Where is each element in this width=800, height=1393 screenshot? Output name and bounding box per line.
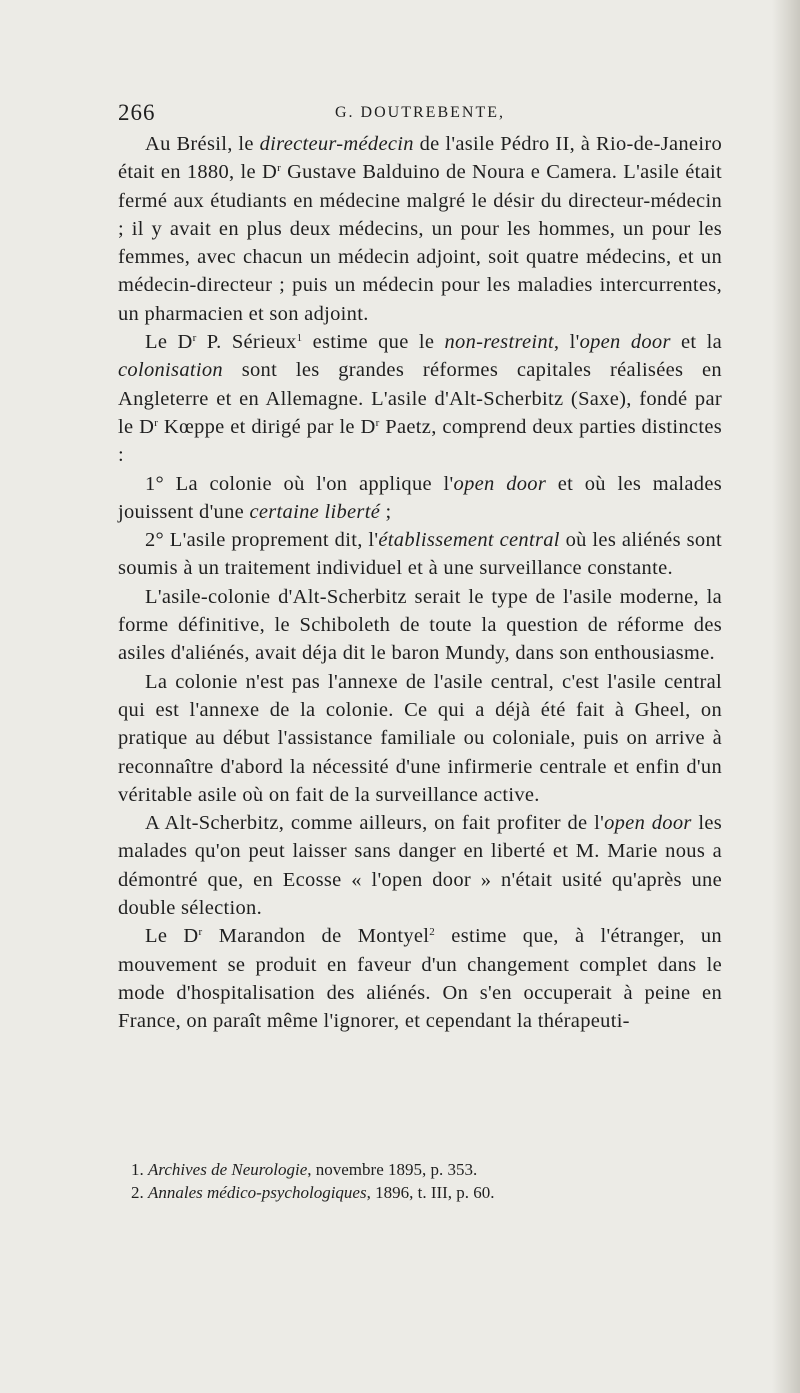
superscript: r (277, 162, 282, 175)
text-run: A Alt-Scherbitz, comme ailleurs, on fait profiter de l' (145, 812, 605, 835)
italic-term: certaine liberté (249, 500, 381, 523)
footnote-number: 1. (131, 1160, 148, 1179)
text-run: de l'asile Pédro II, à Rio-de-Janeiro était en 1880, le D (118, 133, 722, 184)
paragraph-1 (118, 130, 722, 328)
superscript: r (192, 332, 197, 345)
text-run: Au Brésil, le (145, 133, 260, 155)
footnote-ref: 1 (296, 332, 303, 345)
footnote-number: 2. (131, 1183, 148, 1202)
text-run: Marandon de Montyel (202, 925, 430, 948)
italic-term: open door (579, 331, 671, 354)
text-run: , l' (553, 331, 580, 354)
paragraph-5: L'asile-colonie d'Alt-Scherbitz serait le type de l'asile moderne, la forme définitive, le Schiboleth de toute la question de réforme des asiles d'aliénés, avait déja dit le baron Mundy, dans son enthousiasme. (118, 585, 722, 665)
footnote-title: Archives de Neurologie (148, 1160, 308, 1179)
paragraph-4 (118, 526, 722, 583)
superscript: r (198, 926, 203, 939)
footnote-title: Annales médico-psychologiques (148, 1183, 367, 1202)
paragraph-7 (118, 809, 722, 922)
italic-term: colonisation (118, 359, 223, 382)
footnote-2 (118, 1181, 722, 1204)
superscript: r (154, 416, 159, 429)
footnote-1 (118, 1158, 722, 1181)
text-run: et la (670, 331, 723, 354)
text-run: Paetz, comprend deux parties distinctes : (118, 415, 722, 467)
running-head: G. DOUTREBENTE, (335, 104, 505, 121)
text-run: les malades qu'on peut laisser sans danger en liberté et M. Marie nous a démontré que, en Ecosse « l'open door » n'était usité qu'après une double sélection. (118, 812, 722, 920)
footnote-citation: , 1896, t. III, p. 60. (366, 1183, 495, 1202)
text-run: 1° La colonie où l'on applique l' (145, 472, 454, 495)
page-number: 266 (118, 100, 156, 125)
text-run: où les aliénés sont soumis à un traitement individuel et à une surveillance constante. (118, 529, 722, 580)
text-run: Gustave Balduino de Noura e Camera. L'asile était fermé aux étudiants en médecine malgré le désir du directeur-médecin ; il y avait en plus deux médecins, un pour les hommes, un pour les femmes, avec chacun un médecin adjoint, soit quatre médecins, et un médecin-directeur ; puis un médecin pour les maladies intercurrentes, un pharmacien et son adjoint. (118, 161, 722, 325)
italic-term: open door (453, 472, 547, 495)
paragraph-8 (118, 922, 722, 1035)
text-run: sont les grandes réformes capitales réalisées en Angleterre et en Allemagne. L'asile d'Alt-Scherbitz (Saxe), fondé par le D (118, 359, 722, 438)
paragraph-2 (118, 328, 722, 469)
body-text (118, 130, 722, 1036)
italic-term: directeur-médecin (259, 133, 414, 155)
text-run: ; (380, 500, 392, 523)
text-run: Kœppe et dirigé par le D (158, 415, 376, 438)
text-run: estime que, à l'étranger, un mouvement se produit en faveur d'un changement complet dans le mode d'hospitalisation des aliénés. On s'en occuperait à peine en France, on paraît même l'ignorer, et cependant la thérapeuti- (118, 925, 722, 1033)
italic-term: établissement central (378, 529, 560, 552)
text-run: estime que le (302, 331, 445, 354)
paragraph-3 (118, 470, 722, 527)
text-run: Le D (145, 331, 193, 354)
text-run: P. Sérieux (196, 331, 297, 354)
italic-term: open door (604, 812, 692, 835)
footnotes (118, 1158, 722, 1204)
paragraph-6: La colonie n'est pas l'annexe de l'asile central, c'est l'asile central qui est l'annexe de la colonie. Ce qui a déjà été fait à Gheel, on pratique au début l'assistance familiale ou coloniale, puis on arrive à reconnaître d'abord la nécessité d'une infirmerie centrale et enfin d'un véritable asile où on fait de la surveillance active. (118, 670, 722, 806)
page-header (118, 100, 722, 128)
footnote-citation: , novembre 1895, p. 353. (307, 1160, 478, 1179)
text-run: et où les malades jouissent d'une (118, 472, 722, 523)
text-run: Le D (145, 925, 199, 948)
footnote-ref: 2 (429, 926, 436, 939)
italic-term: non-restreint (444, 331, 554, 354)
superscript: r (375, 416, 380, 429)
page-edge-shadow (772, 0, 800, 1393)
text-run: 2° L'asile proprement dit, l' (145, 529, 379, 552)
